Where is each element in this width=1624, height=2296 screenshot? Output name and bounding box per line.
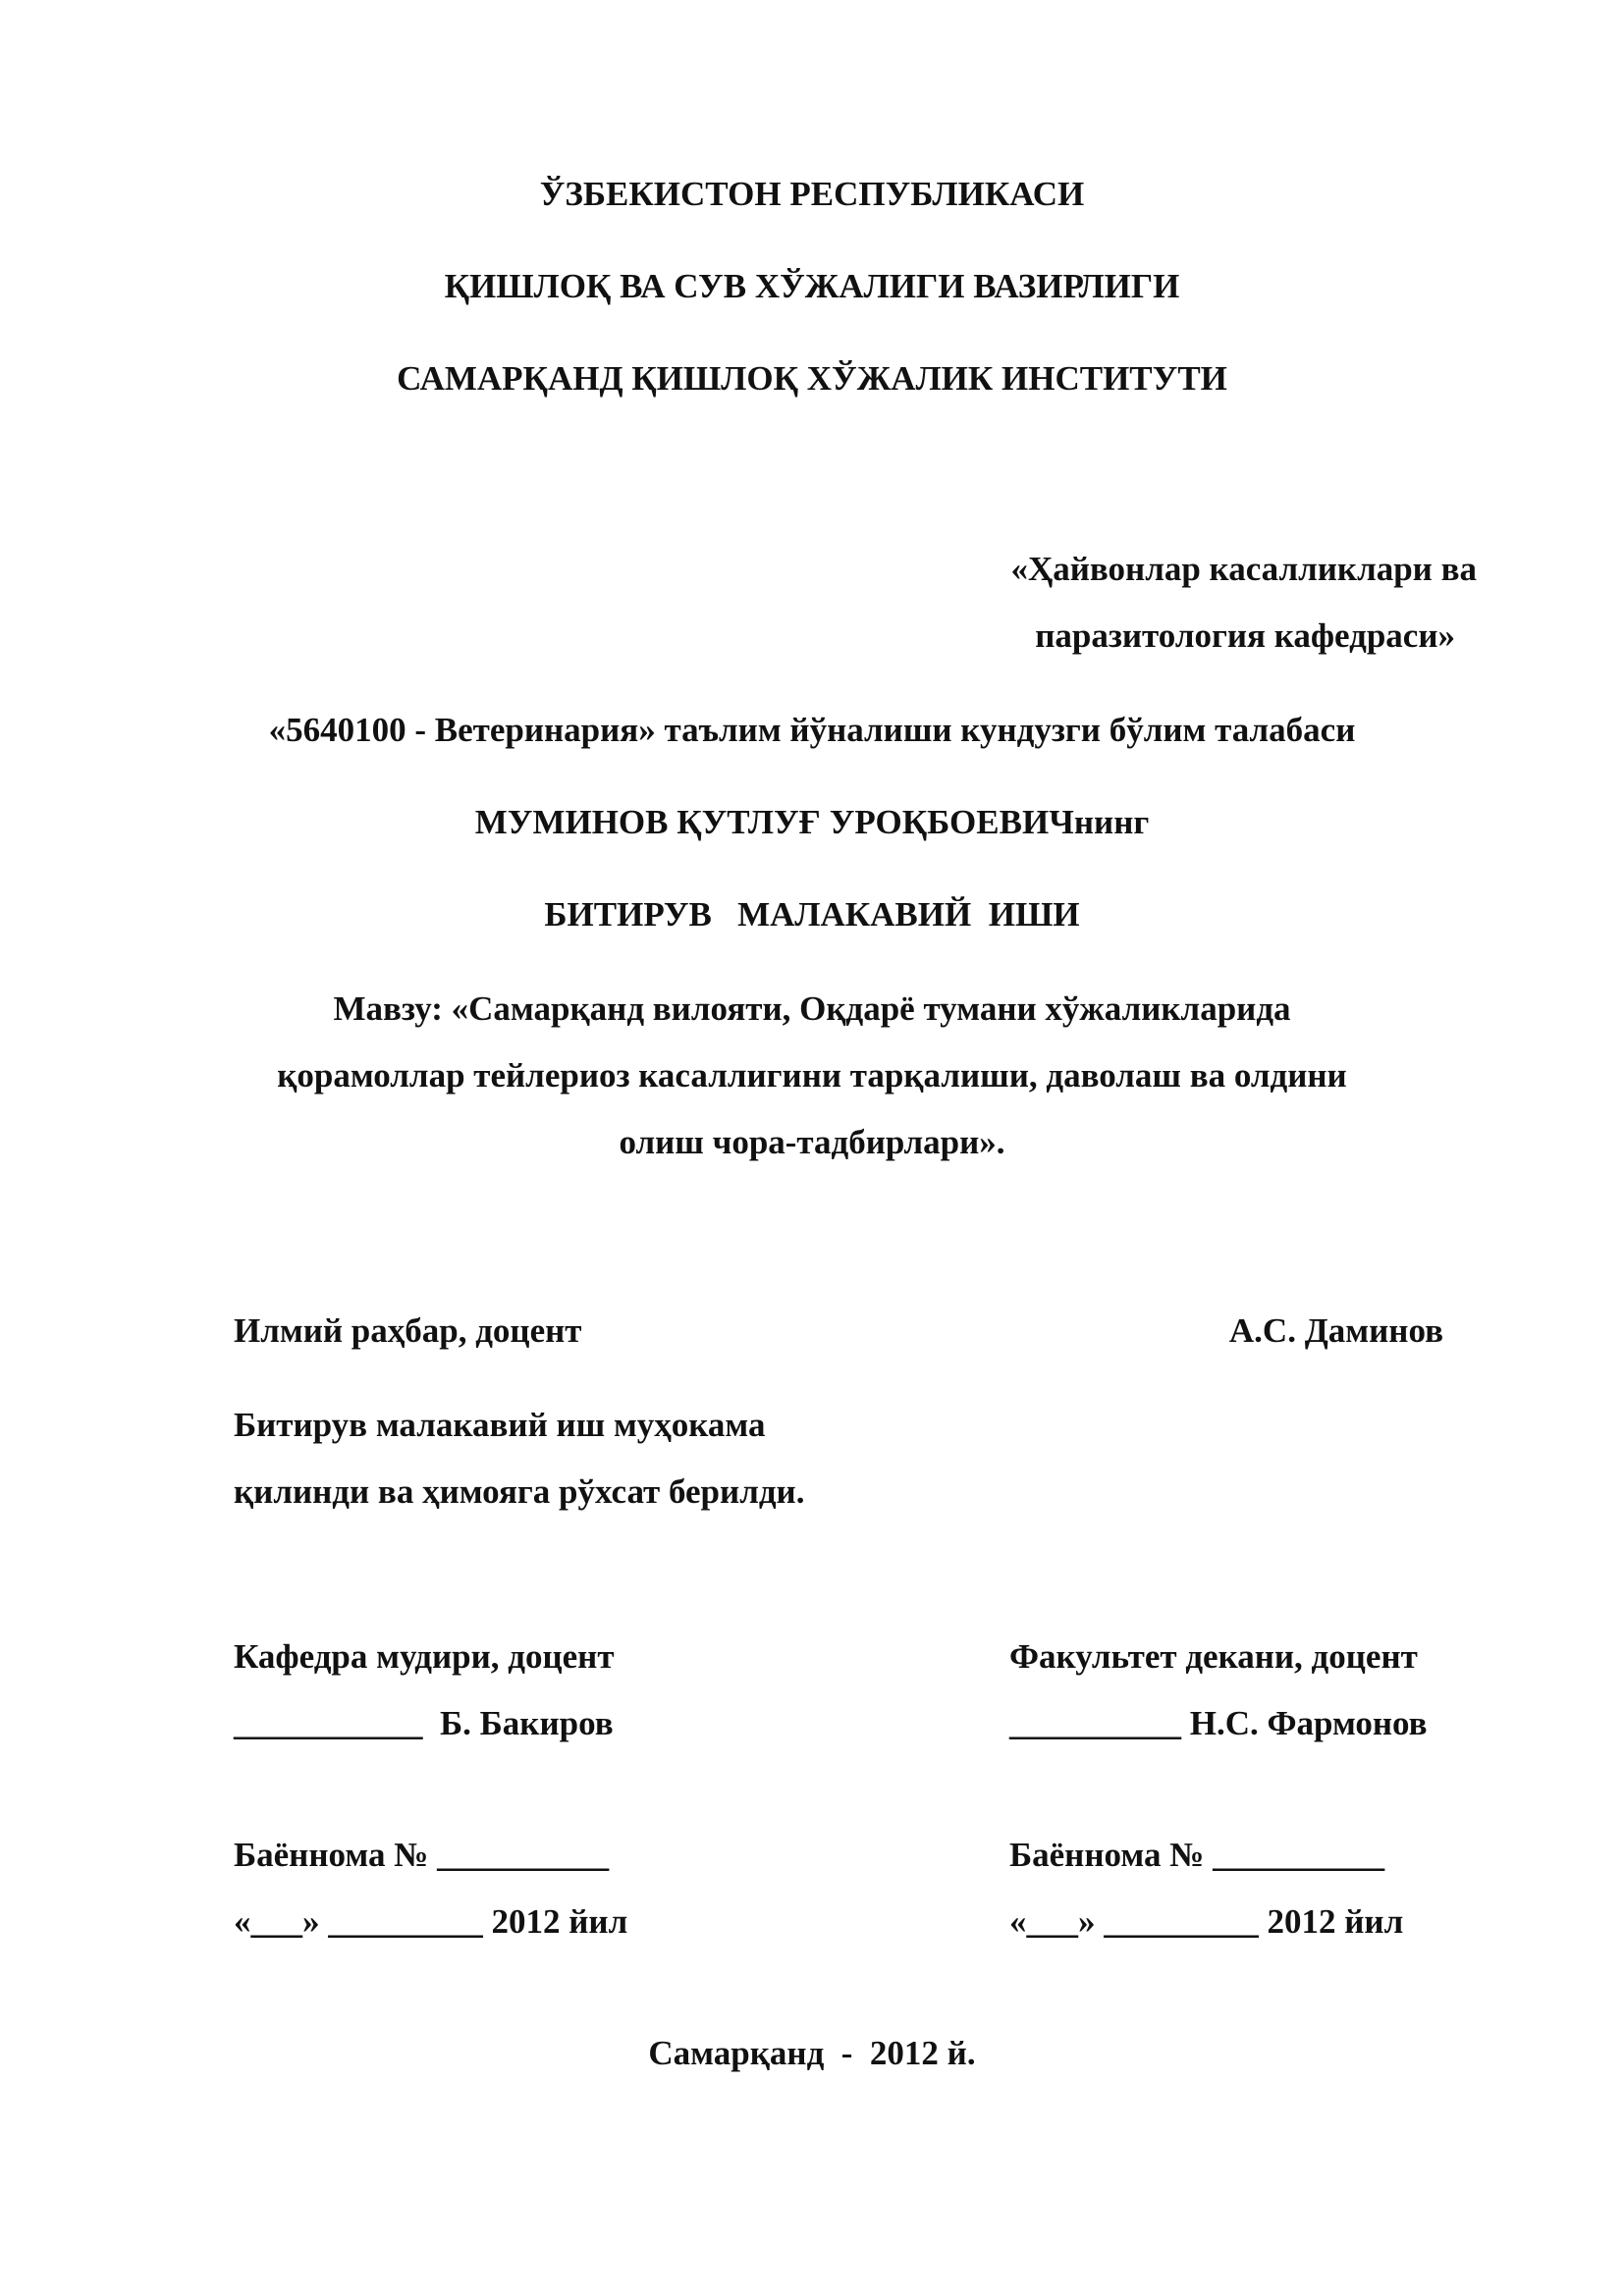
header-ministry: ҚИШЛОҚ ВА СУВ ХЎЖАЛИГИ ВАЗИРЛИГИ <box>444 267 1180 305</box>
department-head-title: Кафедра мудири, доцент <box>234 1637 615 1676</box>
supervisor-label: Илмий раҳбар, доцент <box>234 1311 582 1350</box>
topic-line-1: Мавзу: «Самарқанд вилояти, Оқдарё тумани хўжаликларида <box>333 989 1291 1028</box>
department-protocol: Баённома № __________ <box>234 1836 610 1874</box>
work-title: БИТИРУВ МАЛАКАВИЙ ИШИ <box>544 895 1080 934</box>
student-name: МУМИНОВ ҚУТЛУҒ УРОҚБОЕВИЧнинг <box>474 803 1150 841</box>
supervisor-name: А.С. Даминов <box>1228 1311 1443 1350</box>
dean-title: Факультет декани, доцент <box>1009 1637 1418 1676</box>
dean-date: «___» _________ 2012 йил <box>1009 1902 1404 1941</box>
department-line-1: «Ҳайвонлар касалликлари ва <box>1010 550 1477 588</box>
approval-line-2: қилинди ва ҳимояга рўхсат берилди. <box>234 1472 805 1511</box>
footer-city-year: Самарқанд - 2012 й. <box>648 2034 976 2072</box>
department-date: «___» _________ 2012 йил <box>234 1902 628 1941</box>
student-program: «5640100 - Ветеринария» таълим йўналиши кундузги бўлим талабаси <box>268 711 1356 749</box>
topic-line-2: қорамоллар тейлериоз касаллигини тарқалиши, даволаш ва олдини <box>277 1056 1347 1095</box>
dean-signature: __________ Н.С. Фармонов <box>1009 1704 1428 1742</box>
topic-line-3: олиш чора-тадбирлари». <box>619 1123 1005 1161</box>
department-line-2: паразитология кафедраси» <box>1035 616 1455 655</box>
header-republic: ЎЗБЕКИСТОН РЕСПУБЛИКАСИ <box>539 175 1085 213</box>
department-head-signature: ___________ Б. Бакиров <box>234 1704 614 1742</box>
header-institute: САМАРҚАНД ҚИШЛОҚ ХЎЖАЛИК ИНСТИТУТИ <box>397 359 1227 398</box>
dean-protocol: Баённома № __________ <box>1009 1836 1385 1874</box>
approval-line-1: Битирув малакавий иш муҳокама <box>234 1406 766 1444</box>
